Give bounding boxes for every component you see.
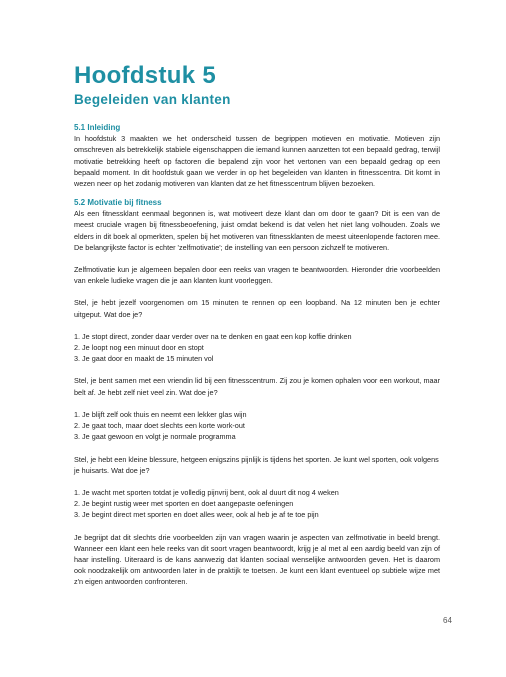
paragraph-motivatie-intro: Als een fitnessklant eenmaal begonnen is, wat motiveert deze klant dan om door te gaan? Dit is een van de meest cruciale vragen bij fitnessbeoefening, juist omdat bekend is dat velen het niet lang volhouden. Zoals we elders in dit boek al opmerkten, spelen bij het motiveren van fitnessklanten de meest uiteenlopende factoren mee. De belangrijkste factor is echter 'zelfmotivatie'; de instelling van een persoon zichzelf te motiveren. bbox=[74, 209, 440, 252]
question-1: Stel, je hebt jezelf voorgenomen om 15 minuten te rennen op een loopband. Na 12 minuten ben je echter uitgeput. Wat doe je? bbox=[74, 298, 440, 319]
section-heading-inleiding: 5.1 Inleiding bbox=[74, 123, 121, 132]
paragraph-inleiding: In hoofdstuk 3 maakten we het onderscheid tussen de begrippen motieven en motivatie. Motieven zijn omschreven als betrekkelijk stabiele eigenschappen die iemand kunnen aanzetten tot een bepaald gedrag, terwijl motivatie betrekking heeft op factoren die bepalend zijn voor het vertonen van een bepaald gedrag op een bepaald moment. In dit hoofdstuk gaan we verder in op het begeleiden van klanten in fitnesscentra. Dit komt in wezen neer op het zodanig motiveren van klanten dat ze het fitnesscentrum blijven bezoeken. bbox=[74, 134, 440, 188]
paragraph-zelfmotivatie: Zelfmotivatie kun je algemeen bepalen door een reeks van vragen te beantwoorden. Hieronder drie voorbeelden van enkele ludieke vragen die je aan klanten kunt voorleggen. bbox=[74, 264, 440, 286]
question-1-options bbox=[74, 331, 440, 364]
list-item: 1. Je wacht met sporten totdat je volledig pijnvrij bent, ook al duurt dit nog 4 weken bbox=[74, 487, 339, 497]
list-item: 3. Je gaat door en maakt de 15 minuten vol bbox=[74, 354, 214, 364]
page-content bbox=[74, 122, 440, 587]
list-item: 1. Je blijft zelf ook thuis en neemt een lekker glas wijn bbox=[74, 409, 247, 419]
paragraph-conclusion: Je begrijpt dat dit slechts drie voorbeelden zijn van vragen waarin je aspecten van zelfmotivatie in beeld brengt. Wanneer een klant een hele reeks van dit soort vragen beantwoordt, krijg je al met al een aardig beeld van zijn of haar instelling. Uiteraard is de kans aanwezig dat klanten sociaal wenselijke antwoorden geven. Het is daarom ook noodzakelijk om antwoorden later in de praktijk te toetsen. Je kunt een klant eventueel op subtiele wijze met z'n eigen antwoorden confronteren. bbox=[74, 532, 440, 587]
chapter-subtitle: Begeleiden van klanten bbox=[74, 92, 231, 107]
question-2-options bbox=[74, 409, 440, 442]
question-3: Stel, je hebt een kleine blessure, hetgeen enigszins pijnlijk is tijdens het sporten. Je kunt wel sporten, ook volgens je huisarts. Wat doe je? bbox=[74, 454, 439, 475]
page-number: 64 bbox=[443, 616, 452, 625]
list-item: 2. Je gaat toch, maar doet slechts een korte work-out bbox=[74, 421, 245, 431]
question-3-options bbox=[74, 487, 440, 520]
list-item: 2. Je loopt nog een minuut door en stopt bbox=[74, 343, 204, 353]
list-item: 3. Je begint direct met sporten en doet alles weer, ook al heb je af te toe pijn bbox=[74, 510, 319, 520]
list-item: 3. Je gaat gewoon en volgt je normale programma bbox=[74, 432, 236, 442]
section-heading-motivatie: 5.2 Motivatie bij fitness bbox=[74, 197, 162, 207]
question-2: Stel, je bent samen met een vriendin lid bij een fitnesscentrum. Zij zou je komen ophalen voor een workout, maar belt af. Je hebt zelf niet veel zin. Wat doe je? bbox=[74, 376, 440, 397]
chapter-title: Hoofdstuk 5 bbox=[74, 62, 216, 89]
list-item: 1. Je stopt direct, zonder daar verder over na te denken en gaat een kop koffie drinken bbox=[74, 331, 352, 341]
list-item: 2. Je begint rustig weer met sporten en doet aangepaste oefeningen bbox=[74, 499, 294, 509]
